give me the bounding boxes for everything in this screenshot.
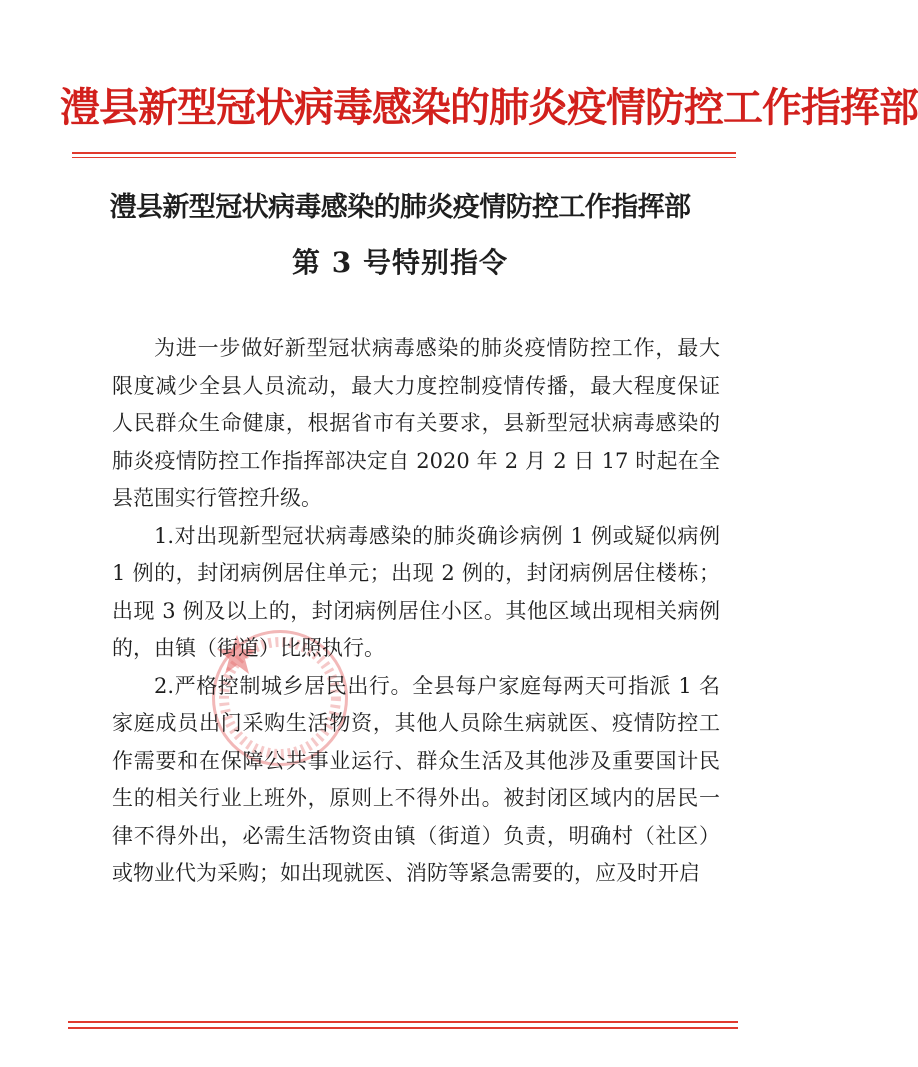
document-title: 澧县新型冠状病毒感染的肺炎疫情防控工作指挥部 [109,192,691,223]
letterhead-red-rule [72,152,736,154]
letterhead-title: 澧县新型冠状病毒感染的肺炎疫情防控工作指挥部 [60,84,918,131]
footer-red-rule [68,1021,738,1023]
document-body [112,330,720,893]
document-subtitle: 第 3 号特别指令 [292,246,508,279]
letterhead-red-rule-thin [72,157,736,158]
paragraph-item-2: 2.严格控制城乡居民出行。全县每户家庭每两天可指派 1 名家庭成员出门采购生活物资，其他人员除生病就医、疫情防控工作需要和在保障公共事业运行、群众生活及其他涉及重要国计民生的相关行业上班外，原则上不得外出。被封闭区域内的居民一律不得外出，必需生活物资由镇（街道）负责，明确村（社区）或物业代为采购；如出现就医、消防等紧急需要的，应及时开启 [112,673,720,885]
paragraph-item-1: 1.对出现新型冠状病毒感染的肺炎确诊病例 1 例或疑似病例 1 例的，封闭病例居住单元；出现 2 例的，封闭病例居住楼栋；出现 3 例及以上的，封闭病例居住小区。其他区域出现相关病例的，由镇（街道）比照执行。 [112,523,720,660]
footer-red-rule-second [68,1027,738,1029]
paragraph-intro: 为进一步做好新型冠状病毒感染的肺炎疫情防控工作，最大限度减少全县人员流动，最大力度控制疫情传播，最大程度保证人民群众生命健康，根据省市有关要求，县新型冠状病毒感染的肺炎疫情防控工作指挥部决定自 2020 年 2 月 2 日 17 时起在全县范围实行管控升级。 [112,336,720,510]
